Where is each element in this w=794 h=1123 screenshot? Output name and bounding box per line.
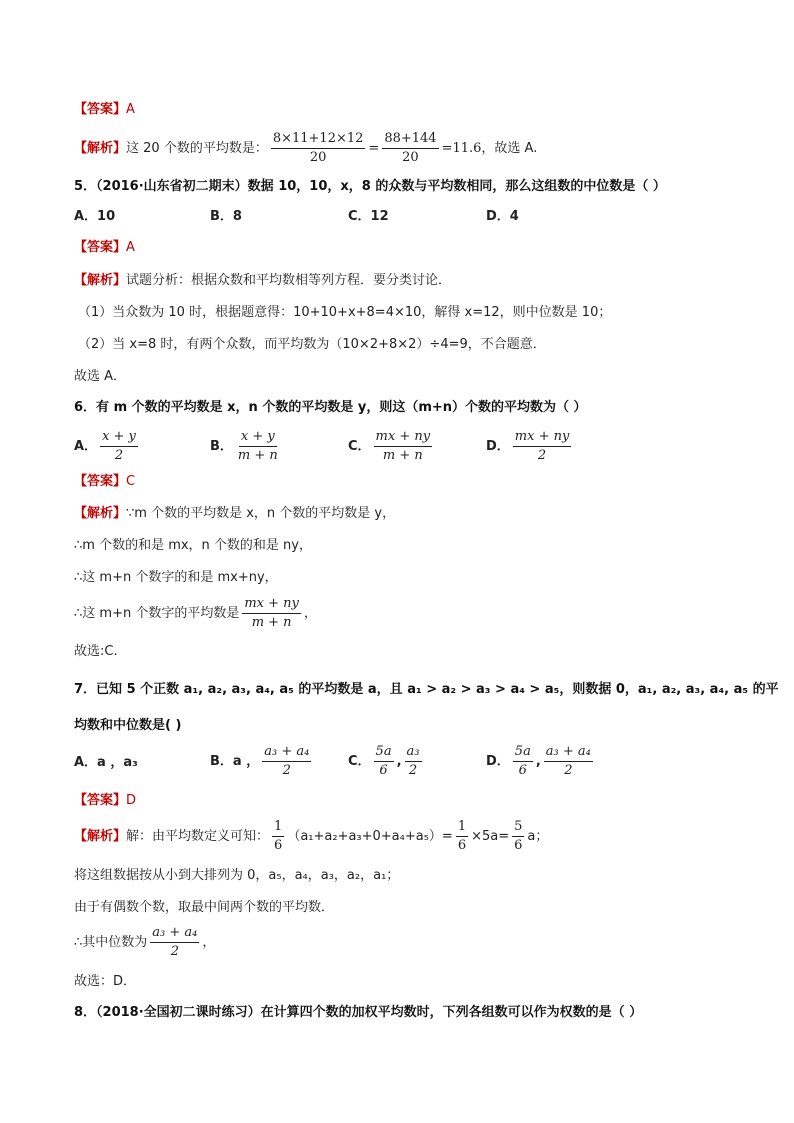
answer-line-7 [74, 791, 136, 811]
fraction-numerator: x + y [100, 428, 138, 447]
option-fraction-2 [405, 743, 422, 780]
answer-value: C [126, 474, 136, 489]
answer-line-4 [74, 100, 135, 120]
fraction-numerator: a₃ + a₄ [150, 924, 199, 943]
step-suffix: ， [303, 606, 317, 621]
q6-option-a [74, 428, 141, 465]
fraction-numerator: x + y [239, 428, 277, 447]
answer-tag: 【答案】 [74, 102, 127, 117]
option-fraction-2 [544, 743, 593, 780]
analysis-text: 解：由平均数定义可知： [126, 829, 270, 844]
option-fraction [374, 428, 433, 465]
fraction-denominator: 6 [274, 838, 283, 853]
analysis-text: ∵m 个数的平均数是 x，n 个数的平均数是 y， [126, 506, 396, 521]
q7-analysis-step-2: 将这组数据按从小到大排列为 0，a₅，a₄，a₃，a₂，a₁； [74, 868, 400, 883]
analysis-case-1: （1）当众数为 10 时，根据题意得：10+10+x+8=4×10，解得 x=12，则中位数是 10； [78, 305, 612, 320]
q5-option-a: A．10 [74, 209, 116, 224]
fraction-denominator: 2 [282, 763, 291, 778]
fraction-numerator: 88+144 [382, 130, 438, 149]
fraction-denominator: 2 [408, 763, 418, 778]
fraction-denominator: 6 [514, 838, 523, 853]
fraction-numerator: 1 [456, 818, 468, 837]
step-text: ∴这 m+n 个数字的平均数是 [74, 606, 240, 621]
fraction-numerator: 1 [272, 818, 284, 837]
analysis-conclusion: 故选 A． [74, 369, 127, 384]
answer-value: D [126, 793, 137, 808]
step-text: ∴其中位数为 [74, 935, 148, 950]
fraction-numerator: 5a [513, 743, 533, 762]
analysis-case-2: （2）当 x=8 时，有两个众数，而平均数为（10×2+8×2）÷4=9，不合题意． [78, 337, 546, 352]
q7-analysis-conclusion: 故选：D． [74, 974, 137, 989]
fraction-denominator: 20 [309, 150, 327, 165]
analysis-line-6 [74, 504, 395, 524]
q7-option-d: D． $\frac{5a}{6}$ , $\frac{\text{a₃ + a₄}}{2}$ [486, 744, 591, 778]
answer-line-6 [74, 472, 135, 492]
answer-line-5 [74, 238, 135, 258]
answer-tag: 【答案】 [74, 474, 127, 489]
option-label: A． [74, 439, 98, 454]
result-value: =11.6 [441, 141, 482, 156]
analysis-tag: 【解析】 [74, 141, 127, 156]
q6-analysis-step-3: ∴这 m+n 个数字的和是 mx+ny， [74, 570, 278, 585]
analysis-tag: 【解析】 [74, 273, 127, 288]
fraction-denominator: 6 [518, 763, 527, 778]
fraction-denominator: 2 [564, 763, 573, 778]
option-fraction-1 [374, 743, 394, 780]
fraction-denominator: 2 [537, 448, 547, 463]
q6-option-b [210, 428, 283, 465]
answer-value: A [126, 240, 135, 255]
fraction-numerator: mx + ny [374, 428, 433, 447]
fraction-numerator: 5a [374, 743, 394, 762]
product-expression: ×5a= [471, 829, 510, 844]
fraction-numerator: mx + ny [242, 595, 301, 614]
analysis-tag: 【解析】 [74, 829, 127, 844]
step-fraction [150, 924, 199, 961]
expression-end: a； [527, 829, 549, 844]
q5-option-b: B．8 [210, 209, 242, 224]
fraction-denominator: 6 [457, 838, 467, 853]
option-label: D． [486, 754, 510, 769]
analysis-text: 试题分析：根据众数和平均数相等列方程．要分类讨论． [126, 273, 452, 288]
q7-option-b [210, 743, 314, 780]
option-fraction [236, 428, 280, 465]
question-5-stem: 5．（2016·山东省初二期末）数据 10，10，x，8 的众数与平均数相同，那么这组数的中位数是（ ） [74, 179, 666, 194]
question-7-stem-line-1: 7．已知 5 个正数 a₁, a₂, a₃, a₄, a₅ 的平均数是 a，且 a₁ > a₂ > a₃ > a₄ > a₅，则数据 0，a₁, a₂, a₃, a₄, a₅ 的平 [74, 682, 779, 697]
fraction-one-sixth-2 [456, 818, 468, 855]
fraction-denominator: m + n [237, 448, 278, 463]
analysis-line-7 [74, 816, 548, 858]
question-8-stem: 8．（2018·全国初二课时练习）在计算四个数的加权平均数时，下列各组数可以作为权数的是（ ） [74, 1005, 643, 1020]
option-label: B． [210, 439, 233, 454]
fraction-denominator: 6 [379, 763, 388, 778]
answer-tag: 【答案】 [74, 240, 127, 255]
answer-value: A [126, 102, 135, 117]
fraction-1 [271, 130, 366, 167]
fraction-one-sixth [272, 818, 284, 855]
analysis-suffix: ，故选 A. [481, 141, 538, 156]
option-label: B．a ， [210, 754, 260, 769]
q6-option-d [486, 428, 574, 465]
fraction-2 [382, 130, 438, 167]
option-label: D． [486, 439, 510, 454]
q7-option-a: A．a ，a₃ [74, 755, 138, 770]
fraction-five-sixths [512, 818, 524, 855]
fraction-denominator: m + n [251, 615, 292, 630]
q6-analysis-step-4 [74, 593, 317, 635]
sum-expression: （a₁+a₂+a₃+0+a₄+a₅）= [287, 829, 453, 844]
option-fraction [262, 743, 311, 780]
option-fraction-1 [513, 743, 533, 780]
question-7-stem-line-2: 均数和中位数是( ) [74, 718, 182, 733]
answer-tag: 【答案】 [74, 793, 127, 808]
fraction-denominator: 20 [402, 150, 419, 165]
fraction-numerator: 5 [512, 818, 524, 837]
q5-option-c: C．12 [348, 209, 389, 224]
analysis-text: 这 20 个数的平均数是： [126, 141, 268, 156]
analysis-line-4 [74, 128, 537, 170]
q7-analysis-step-3: 由于有偶数个数，取最中间两个数的平均数． [74, 900, 335, 915]
option-label: C． [348, 754, 371, 769]
q5-option-d: D．4 [486, 209, 519, 224]
q6-analysis-conclusion: 故选:C. [74, 644, 118, 659]
q6-option-c [348, 428, 435, 465]
q7-option-c: C． $\frac{5a}{6}$ , $\frac{\text{a₃}}{2}$ [348, 744, 420, 778]
option-fraction [100, 428, 138, 465]
analysis-line-5 [74, 271, 451, 291]
q6-analysis-step-2: ∴m 个数的和是 mx，n 个数的和是 ny， [74, 538, 312, 553]
step-suffix: ， [202, 935, 216, 950]
fraction-denominator: 2 [170, 944, 179, 959]
fraction-denominator: 2 [114, 448, 124, 463]
question-6-stem: 6．有 m 个数的平均数是 x，n 个数的平均数是 y，则这（m+n）个数的平均数为（ ） [74, 400, 587, 415]
fraction-numerator: 8×11+12×12 [271, 130, 366, 149]
fraction-denominator: m + n [382, 448, 423, 463]
option-fraction [513, 428, 572, 465]
step-fraction [242, 595, 301, 632]
analysis-tag: 【解析】 [74, 506, 127, 521]
fraction-numerator: a₃ + a₄ [262, 743, 311, 762]
equals-sign: = [368, 141, 380, 156]
fraction-numerator: a₃ [405, 743, 422, 762]
fraction-numerator: a₃ + a₄ [544, 743, 593, 762]
q7-analysis-step-4 [74, 922, 215, 964]
fraction-numerator: mx + ny [513, 428, 572, 447]
option-label: C． [348, 439, 371, 454]
